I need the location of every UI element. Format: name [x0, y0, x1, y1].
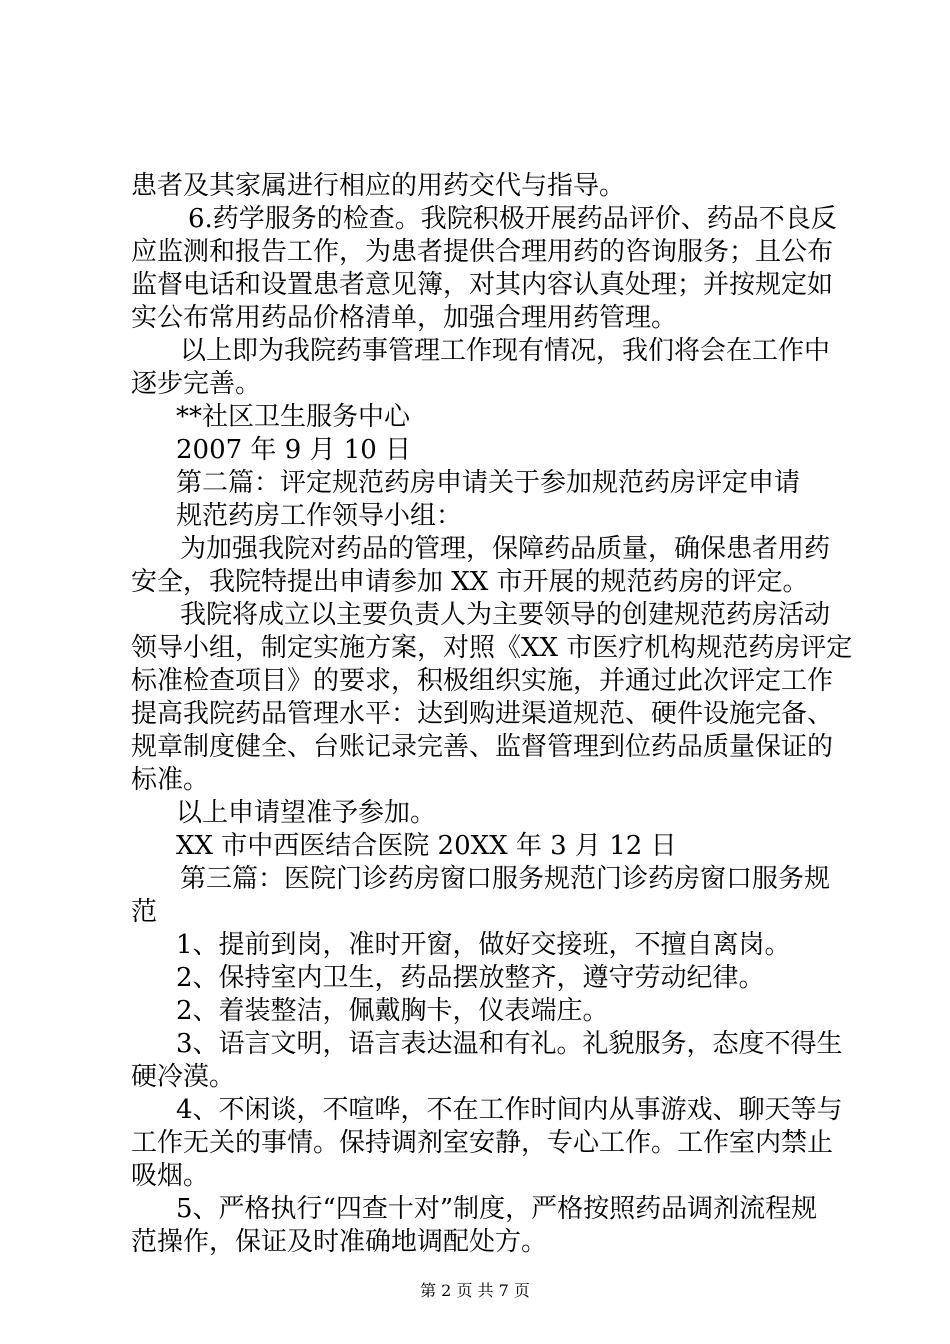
text-line-14: 我院将成立以主要负责人为主要领导的创建规范药房活动: [180, 600, 831, 630]
page-footer: 第 2 页 共 7 页: [420, 1281, 530, 1300]
text-line-27: 3、语言文明，语言表达温和有礼。礼貌服务，态度不得生: [176, 1029, 843, 1059]
text-line-13: 安全，我院特提出申请参加 XX 市开展的规范药房的评定。: [131, 567, 809, 597]
text-line-4: 监督电话和设置患者意见簿，对其内容认真处理；并按规定如: [131, 270, 834, 300]
text-line-24: 1、提前到岗，准时开窗，做好交接班，不擅自离岗。: [176, 930, 791, 960]
text-line-28: 硬冷漠。: [131, 1062, 236, 1092]
text-line-1: 患者及其家属进行相应的用药交代与指导。: [131, 171, 626, 201]
text-line-9: 2007 年 9 月 10 日: [176, 435, 412, 465]
text-line-10: 第二篇：评定规范药房申请关于参加规范药房评定申请: [176, 468, 801, 498]
text-line-11: 规范药房工作领导小组：: [176, 501, 463, 531]
text-line-16: 标准检查项目》的要求，积极组织实施，并通过此次评定工作: [131, 666, 834, 696]
text-line-26: 2、着装整洁，佩戴胸卡，仪表端庄。: [176, 996, 609, 1026]
text-line-17: 提高我院药品管理水平：达到购进渠道规范、硬件设施完备、: [131, 699, 834, 729]
text-line-15: 领导小组，制定实施方案，对照《XX 市医疗机构规范药房评定: [131, 633, 853, 663]
text-line-8: **社区卫生服务中心: [176, 402, 411, 432]
text-line-21: XX 市中西医结合医院 20XX 年 3 月 12 日: [176, 831, 677, 861]
text-line-18: 规章制度健全、台账记录完善、监督管理到位药品质量保证的: [131, 732, 834, 762]
text-line-30: 工作无关的事情。保持调剂室安静，专心工作。工作室内禁止: [131, 1128, 834, 1158]
text-line-5: 实公布常用药品价格清单，加强合理用药管理。: [131, 303, 678, 333]
text-line-32: 5、严格执行“四查十对”制度，严格按照药品调剂流程规: [176, 1194, 818, 1224]
text-line-6: 以上即为我院药事管理工作现有情况，我们将会在工作中: [180, 336, 831, 366]
text-line-20: 以上申请望准予参加。: [176, 798, 437, 828]
text-line-12: 为加强我院对药品的管理，保障药品质量，确保患者用药: [180, 534, 831, 564]
text-line-25: 2、保持室内卫生，药品摆放整齐，遵守劳动纪律。: [176, 963, 765, 993]
text-line-23: 范: [131, 897, 158, 927]
text-line-7: 逐步完善。: [131, 369, 262, 399]
text-line-22: 第三篇：医院门诊药房窗口服务规范门诊药房窗口服务规: [180, 864, 831, 894]
text-line-3: 应监测和报告工作，为患者提供合理用药的咨询服务；且公布: [131, 237, 834, 267]
text-line-33: 范操作，保证及时准确地调配处方。: [131, 1227, 548, 1257]
text-line-29: 4、不闲谈，不喧哗，不在工作时间内从事游戏、聊天等与: [176, 1095, 843, 1125]
text-line-19: 标准。: [131, 765, 210, 795]
text-line-2: 6.药学服务的检查。我院积极开展药品评价、药品不良反: [188, 204, 837, 234]
text-line-31: 吸烟。: [131, 1161, 210, 1191]
